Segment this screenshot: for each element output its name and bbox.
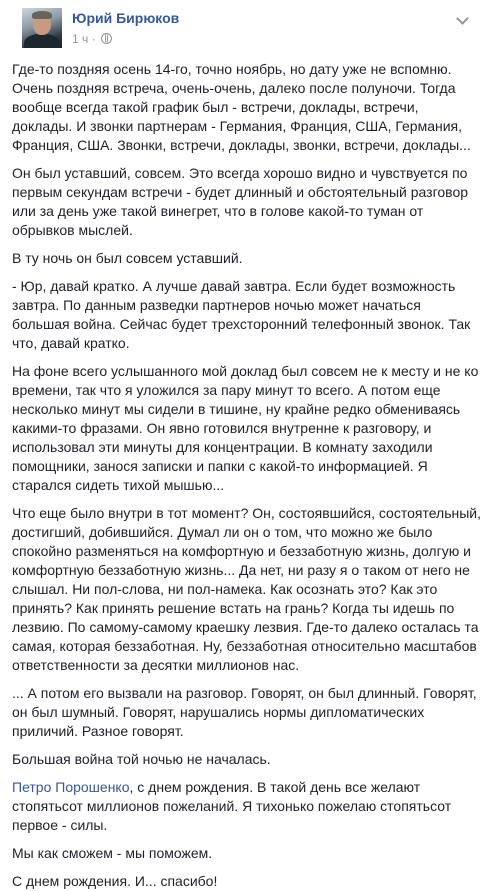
- paragraph: Мы как сможем - мы поможем.: [12, 845, 213, 861]
- paragraph: Что еще было внутри в тот момент? Он, состоявшийся, состоятельный, достигший, добившийся. Думал ли он о том, что можно же было спокойно разменяться на комфортную и беззаботную жизнь, долгую и комфортную беззаботную жизнь... Да нет, ни разу я о таком от него не слышал. Ни пол-слова, ни пол-намека. Как осознать это? Как это принять? Как принять решение встать на грань? Когда ты идешь по лезвию. По самому-самому краешку лезвия. Где-то далеко осталась та самая, которая беззаботная. Ну, беззаботная относительно масштабов ответственности за десятки миллионов нас.: [12, 505, 481, 673]
- chevron-down-icon[interactable]: [456, 12, 469, 25]
- avatar[interactable]: [22, 8, 62, 48]
- post-time[interactable]: 1 ч: [72, 32, 89, 46]
- post-header: [12, 0, 481, 60]
- paragraph: ... А потом его вызвали на разговор. Говорят, он был длинный. Говорят, он был шумный. Говорят, нарушались нормы дипломатических приличий. Разное говорят.: [12, 685, 477, 739]
- paragraph: Он был уставший, совсем. Это всегда хорошо видно и чувствуется по первым секундам встречи - будет длинный и обстоятельный разговор или за день уже такой винегрет, что в голове какой-то туман от обрывков мыслей.: [12, 165, 469, 238]
- paragraph: - Юр, давай кратко. А лучше давай завтра. Если будет возможность завтра. По данным разведки партнеров ночью может начаться большая война. Сейчас будет трехсторонний телефонный звонок. Так что, давай кратко.: [12, 278, 471, 351]
- globe-icon: [101, 33, 112, 44]
- birthday-paragraph: [12, 778, 481, 835]
- birthday-text: , с днем рождения. В такой день все желают стопятьсот миллионов пожеланий. Я тихонько пожелаю стопятьсот первое - силы.: [12, 779, 452, 833]
- paragraph: Где-то поздняя осень 14-го, точно ноябрь, но дату уже не вспомню. Очень поздняя встреча, очень-очень, далеко после полуночи. Тогда вообще всегда такой график был - встречи, доклады, встречи, доклады. И звонки партнерам - Германия, Франция, США, Германия, Франция, США. Звонки, встречи, доклады, звонки, встречи, доклады...: [12, 61, 471, 153]
- mention-link[interactable]: Петро Порошенко: [12, 779, 130, 795]
- post-body: [12, 60, 481, 891]
- paragraph: Большая война той ночью не началась.: [12, 751, 271, 767]
- paragraph: На фоне всего услышанного мой доклад был совсем не к месту и не ко времени, так что я уложился за пару минут то всего. А потом еще несколько минут мы сидели в тишине, ну крайне редко обмениваясь какими-то фразами. Он явно готовился внутренне к разговору, и использовал эти минуты для концентрации. В комнату заходили помощники, занося записки и папки с какой-то информацией. Я старался сидеть тихой мышью...: [12, 363, 479, 493]
- paragraph: С днем рождения. И... спасибо!: [12, 873, 218, 889]
- post-meta: [72, 32, 112, 46]
- paragraph: В ту ночь он был совсем уставший.: [12, 250, 243, 266]
- author-name[interactable]: Юрий Бирюков: [72, 10, 180, 26]
- meta-separator: ·: [91, 32, 96, 46]
